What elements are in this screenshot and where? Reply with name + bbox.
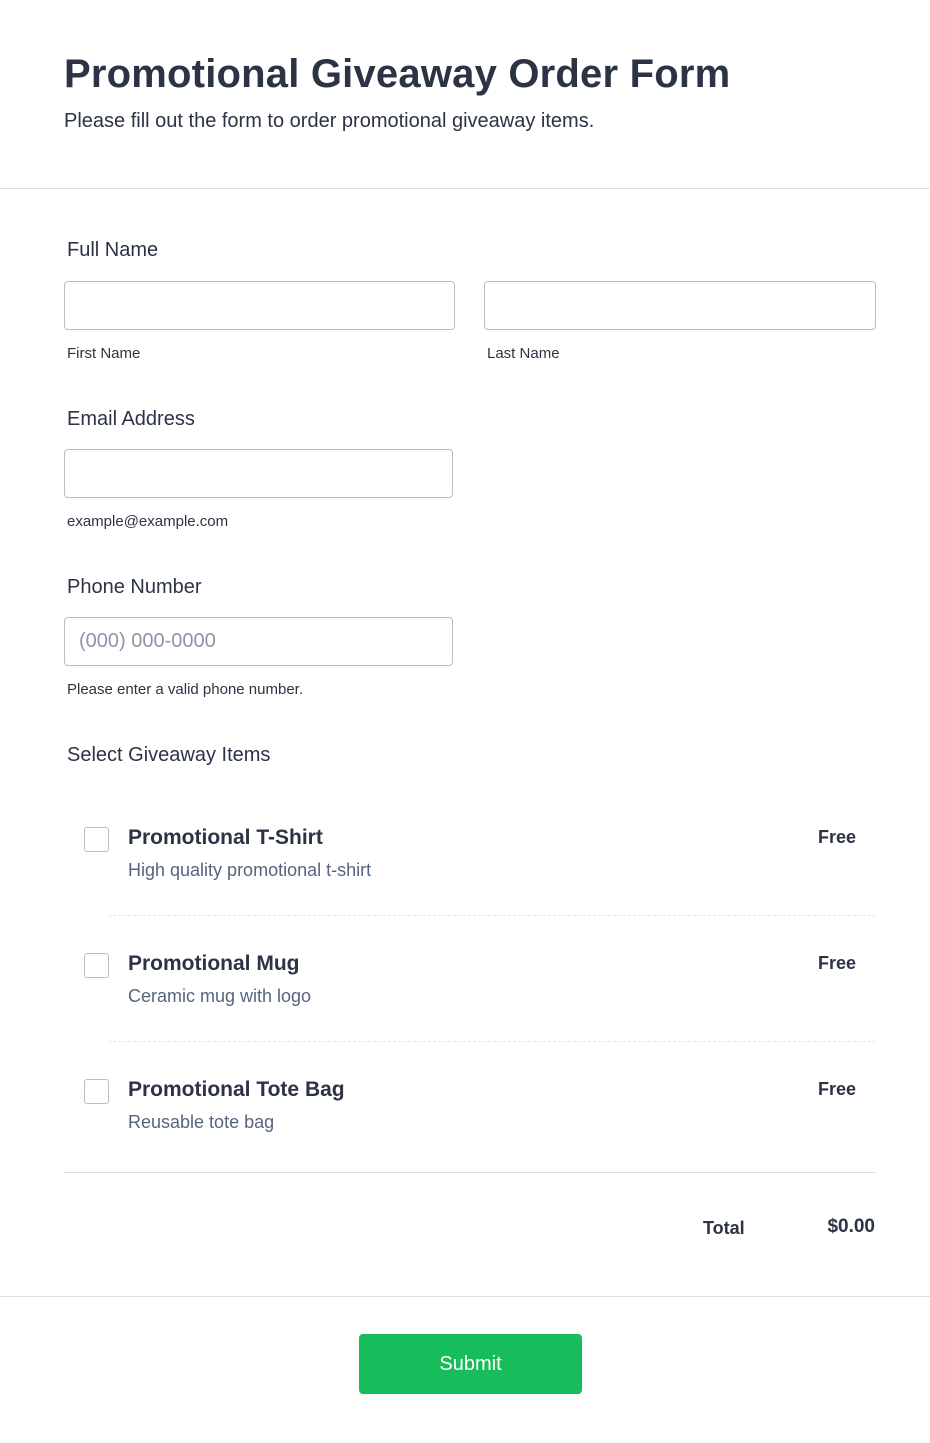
- item-description: Reusable tote bag: [128, 1112, 275, 1132]
- email-label: Email Address: [67, 408, 195, 430]
- item-name: Promotional Mug: [128, 952, 300, 975]
- page-subtitle: Please fill out the form to order promotional giveaway items.: [64, 110, 595, 132]
- giveaway-item-mug[interactable]: [64, 953, 876, 1013]
- item-checkbox[interactable]: [84, 827, 109, 852]
- giveaway-items-label: Select Giveaway Items: [67, 744, 271, 766]
- item-name: Promotional T-Shirt: [128, 826, 323, 849]
- first-name-input[interactable]: [64, 281, 455, 330]
- last-name-sublabel: Last Name: [487, 345, 560, 362]
- item-description: High quality promotional t-shirt: [128, 860, 372, 880]
- item-description: Ceramic mug with logo: [128, 986, 312, 1006]
- giveaway-item-tshirt[interactable]: [64, 827, 876, 887]
- submit-button[interactable]: Submit: [359, 1334, 582, 1394]
- full-name-label: Full Name: [67, 239, 159, 261]
- phone-label: Phone Number: [67, 576, 202, 598]
- item-divider: [108, 915, 876, 916]
- items-divider: [64, 1172, 876, 1173]
- item-price: Free: [817, 827, 856, 847]
- first-name-sublabel: First Name: [67, 345, 141, 362]
- total-label: Total: [703, 1218, 745, 1238]
- footer-divider: [0, 1296, 930, 1297]
- page-title: Promotional Giveaway Order Form: [64, 52, 731, 96]
- phone-input[interactable]: [64, 617, 453, 666]
- email-sublabel: example@example.com: [67, 513, 229, 530]
- form-header: [0, 0, 930, 189]
- phone-sublabel: Please enter a valid phone number.: [67, 681, 303, 698]
- email-input[interactable]: [64, 449, 453, 498]
- item-checkbox[interactable]: [84, 953, 109, 978]
- item-divider: [108, 1041, 876, 1042]
- last-name-input[interactable]: [484, 281, 876, 330]
- item-checkbox[interactable]: [84, 1079, 109, 1104]
- total-value: $0.00: [827, 1216, 875, 1237]
- item-price: Free: [817, 1079, 856, 1099]
- giveaway-item-tote-bag[interactable]: [64, 1079, 876, 1139]
- item-price: Free: [817, 953, 856, 973]
- item-name: Promotional Tote Bag: [128, 1078, 345, 1101]
